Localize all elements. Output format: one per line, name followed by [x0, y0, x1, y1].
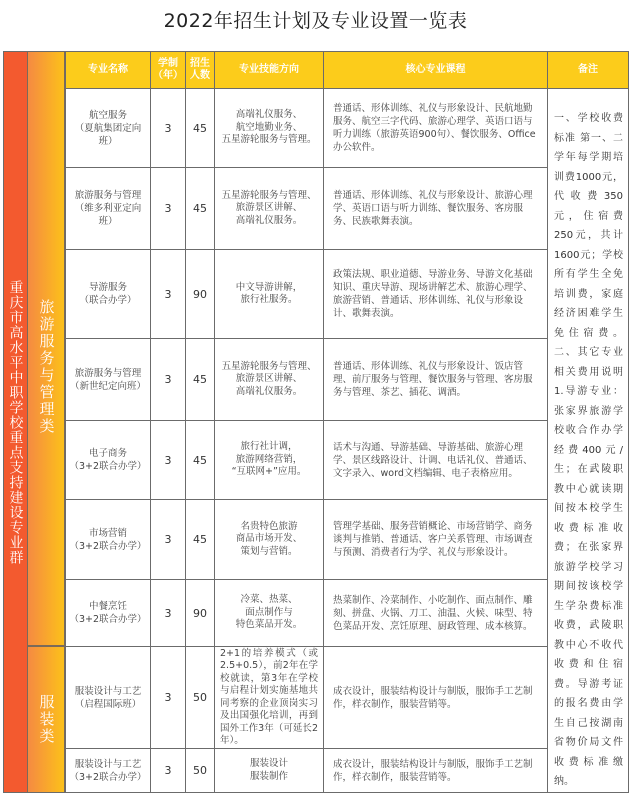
major-name-line2: （联合办学） — [79, 295, 137, 306]
skill-line: 高端礼仪服务。 — [235, 214, 303, 226]
skill-line: 高端礼仪服务。 — [235, 385, 303, 397]
header-count — [186, 52, 215, 89]
enroll-count: 45 — [186, 339, 215, 421]
skill-line: 名贵特色旅游 — [240, 520, 298, 532]
skill-direction — [215, 500, 324, 580]
major-name-line2: （3+2联合办学） — [69, 461, 147, 472]
header-name: 专业名称 — [66, 52, 151, 89]
years: 3 — [151, 580, 186, 647]
years: 3 — [151, 500, 186, 580]
table-row — [66, 500, 629, 580]
core-courses: 成衣设计，服装结构设计与制版，服饰手工艺制作，样衣制作，服装营销等。 — [324, 749, 548, 793]
years: 3 — [151, 339, 186, 421]
skill-line: 旅行社服务。 — [240, 294, 298, 305]
major-name-line2: （3+2联合办学） — [69, 614, 147, 625]
skill-line: 面点制作与 — [245, 606, 293, 618]
table-row — [66, 749, 629, 793]
core-courses: 普通话、形体训练、礼仪与形象设计、民航地勤服务、航空三字代码、旅游心理学、英语口语与听力训练（旅游英语900句）、餐饮服务、Office办公软件。 — [324, 89, 548, 168]
table-row — [66, 421, 629, 500]
years: 3 — [151, 749, 186, 793]
major-name — [66, 647, 151, 749]
years: 3 — [151, 421, 186, 500]
skill-line: 旅游网络营销， — [235, 453, 303, 465]
skill-direction — [215, 749, 324, 793]
major-name — [66, 749, 151, 793]
skill-line: 五星游轮服务与管理、 — [221, 189, 317, 201]
skill-line: 服装制作 — [249, 770, 288, 782]
header-skill: 专业技能方向 — [215, 52, 324, 89]
header-count-line1: 招生 — [190, 58, 210, 69]
core-courses: 管理学基础、服务营销概论、市场营销学、商务谈判与推销、普通话、客户关系管理、市场调查与预测、消费者行为学、礼仪与形象设计。 — [324, 500, 548, 580]
major-name-line1: 服装设计与工艺 — [74, 685, 142, 697]
core-courses: 政策法规、职业道德、导游业务、导游文化基础知识、重庆导游、现场讲解艺术、旅游心理学、旅游营销、普通话、形体训练、礼仪与形象设计、歌舞表演。 — [324, 250, 548, 339]
skill-direction — [215, 89, 324, 168]
group-label-strip — [4, 52, 28, 792]
header-course: 核心专业课程 — [324, 52, 548, 89]
header-years — [151, 52, 186, 89]
enrollment-table-container — [3, 51, 629, 793]
core-courses: 普通话、形体训练、礼仪与形象设计、旅游心理学、英语口语与听力训练、餐饮服务、客房服务、民族歌舞表演。 — [324, 168, 548, 250]
skill-line: 旅游景区讲解、 — [235, 202, 303, 214]
category-apparel — [28, 647, 65, 792]
skill-line: 策划与营销。 — [240, 545, 298, 557]
skill-line: 五星游轮服务与管理、 — [221, 360, 317, 372]
enroll-count: 50 — [186, 647, 215, 749]
skill-line: 五星游轮服务与管理。 — [221, 134, 317, 146]
major-name-line2: （维多利亚定向班） — [74, 203, 142, 227]
major-name — [66, 250, 151, 339]
major-name-line1: 中餐烹饪 — [88, 601, 127, 612]
skill-direction — [215, 339, 324, 421]
category-header-strip — [28, 52, 65, 88]
years: 3 — [151, 250, 186, 339]
table-row — [66, 89, 629, 168]
major-name-line2: （新世纪定向班） — [69, 380, 146, 392]
category-label-apparel: 服装类 — [37, 694, 56, 745]
major-name — [66, 339, 151, 421]
skill-direction — [215, 168, 324, 250]
skill-line: 冷菜、热菜、 — [240, 594, 298, 606]
enroll-count: 90 — [186, 250, 215, 339]
header-count-line2: 人数 — [190, 70, 210, 81]
header-years-line2: （年） — [153, 70, 183, 81]
major-name — [66, 580, 151, 647]
core-courses: 成衣设计，服装结构设计与制版，服饰手工艺制作，样衣制作，服装营销等。 — [324, 647, 548, 749]
skill-line: 特色菜品开发。 — [235, 619, 303, 631]
years: 3 — [151, 647, 186, 749]
years: 3 — [151, 89, 186, 168]
core-courses: 话术与沟通、导游基础、导游基础、旅游心理学、景区线路设计、计调、电话礼仪、普通话、文字录入、word文档编辑、电子表格应用。 — [324, 421, 548, 500]
enroll-count: 45 — [186, 421, 215, 500]
skill-line: 高端礼仪服务、 — [235, 109, 303, 121]
major-name-line2: （3+2联合办学） — [69, 540, 147, 552]
skill-direction — [215, 580, 324, 647]
table-row — [66, 339, 629, 421]
skill-direction: 2+1的培养模式（或2.5+0.5），前2年在学校就读，第3年在学校与启程计划实施基地共同考察的企业顶岗实习及出国强化培训，再到国外工作3年（可延长2年）。 — [215, 647, 324, 749]
notes-cell: 一、学校收费标准 第一、二学年每学期培训费1000元，代收费350元，住宿费250元，共计1600元；学校所有学生全免培训费，家庭经济困难学生免住宿费。二、其它专业相关费用说明 1.导游专业：张家界旅游学校收合作办学经费400元/生；在武陵职教中心就读期间按本校学生收费标准收费；在张家界旅游学校学习期间按该校学生学杂费标准收费，武陵职教中心不收代收费和住宿费。导游考证的报名费由学生自己按湖南省物价局文件收费标准缴纳。 — [548, 89, 629, 793]
table-row — [66, 168, 629, 250]
header-years-line1: 学制 — [158, 58, 178, 69]
major-name — [66, 421, 151, 500]
major-name-line1: 服装设计与工艺 — [74, 758, 142, 770]
major-name-line1: 航空服务 — [88, 109, 127, 121]
skill-line: “互联网+”应用。 — [231, 466, 307, 478]
major-name-line1: 电子商务 — [88, 448, 127, 459]
table-row — [66, 647, 629, 749]
category-tourism — [28, 88, 65, 646]
enroll-count: 45 — [186, 168, 215, 250]
major-name — [66, 168, 151, 250]
years: 3 — [151, 168, 186, 250]
skill-line: 航空地勤业务、 — [235, 121, 303, 133]
enroll-count: 45 — [186, 89, 215, 168]
major-name-line1: 市场营销 — [88, 527, 127, 539]
page-title: 2022年招生计划及专业设置一览表 — [163, 10, 468, 32]
major-name — [66, 89, 151, 168]
core-courses: 热菜制作、冷菜制作、小吃制作、面点制作、雕刻、拼盘、火锅、刀工、油温、火候、味型、特色菜品开发、烹饪原理、厨政管理、成本核算。 — [324, 580, 548, 647]
major-name-line2: （3+2联合办学） — [69, 771, 147, 783]
skill-direction — [215, 250, 324, 339]
header-notes: 备注 — [548, 52, 629, 89]
skill-direction — [215, 421, 324, 500]
major-name-line2: （启程国际班） — [74, 698, 142, 710]
enroll-count: 45 — [186, 500, 215, 580]
skill-line: 商品市场开发、 — [235, 533, 303, 545]
major-name-line2: （夏航集团定向班） — [74, 122, 142, 147]
major-name-line1: 旅游服务与管理 — [74, 367, 142, 379]
major-name-line1: 旅游服务与管理 — [74, 190, 142, 201]
table-row — [66, 580, 629, 647]
core-courses: 普通话、形体训练、礼仪与形象设计、饭店管理、前厅服务与管理、餐饮服务与管理、客房服务与管理、茶艺、插花、调酒。 — [324, 339, 548, 421]
enroll-count: 50 — [186, 749, 215, 793]
table-header-row — [66, 52, 629, 89]
enrollment-table — [65, 52, 629, 793]
skill-line: 中文导游讲解， — [235, 281, 303, 293]
skill-line: 旅游景区讲解、 — [235, 373, 303, 385]
skill-line: 旅行社计调， — [240, 441, 298, 453]
group-label: 重庆市高水平中职学校重点支持建设专业群 — [7, 279, 24, 565]
table-row — [66, 250, 629, 339]
major-name-line1: 导游服务 — [88, 282, 127, 293]
skill-line: 服装设计 — [249, 758, 288, 769]
enroll-count: 90 — [186, 580, 215, 647]
major-name — [66, 500, 151, 580]
category-label-tourism: 旅游服务与管理类 — [37, 299, 56, 435]
